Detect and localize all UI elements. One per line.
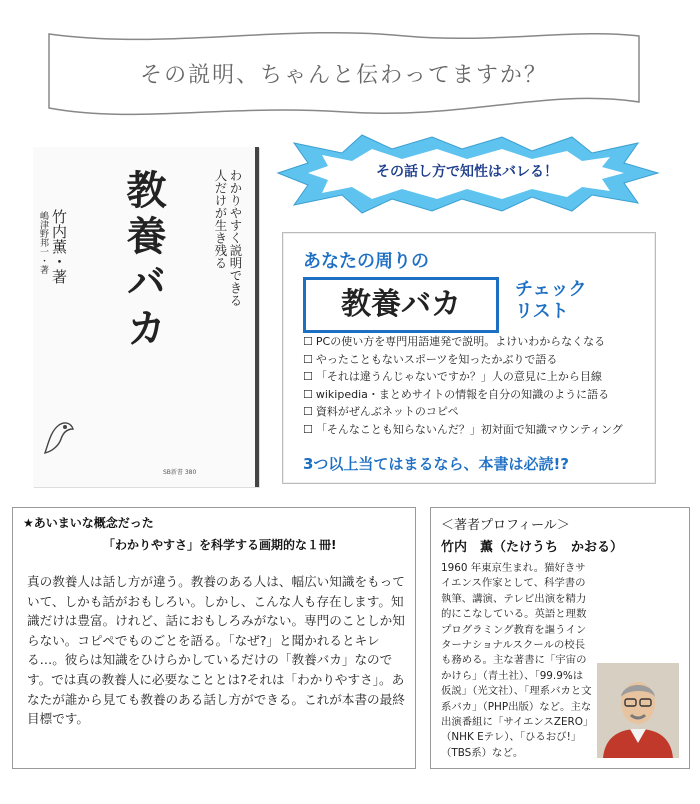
- book-publisher: SB新書 380: [163, 469, 197, 476]
- book-title: 教養バカ: [120, 169, 167, 353]
- callout-text: その話し方で知性はバレる！: [376, 164, 558, 180]
- checkbox-icon: ☐: [303, 405, 313, 419]
- checklist-item: ☐ やったこともないスポーツを知ったかぶりで語る: [303, 351, 623, 369]
- checklist-item: ☐ wikipedia・まとめサイトの情報を自分の知識のように語る: [303, 386, 623, 404]
- checklist-side-label-2: リスト: [515, 301, 569, 322]
- checklist-side-label-1: チェック: [515, 279, 587, 300]
- banner-title: その説明、ちゃんと伝わってますか？: [140, 63, 548, 88]
- checklist-header: あなたの周りの: [303, 251, 429, 272]
- checkbox-icon: ☐: [303, 335, 313, 348]
- author-photo: [597, 663, 679, 758]
- author-profile: [430, 507, 690, 769]
- checkbox-icon: ☐: [303, 370, 313, 384]
- checklist-title: 教養バカ: [303, 277, 499, 333]
- publisher-logo-icon: [41, 417, 77, 457]
- book-subtitle: わかりやすく説明できる人だけが生き残る: [213, 169, 243, 307]
- author-bio: 1960 年東京生まれ。猫好きサイエンス作家として、科学書の執筆、講演、テレビ出演を精力的にこなしている。英語と理数プログラミング教育を謳うインターナショナルスクールの校長も務める。主な著書に「宇宙のかけら」（青土社）、「99.9%は仮説」（光文社）、「理系バカと文系バカ」（PHP出版）など。主な出演番組に「サイエンスZERO」（NHK Eテレ）、「ひるおび!」（TBS系）など。: [441, 562, 592, 759]
- book-co-author: 嶋津野邦一・著: [38, 211, 48, 274]
- book-cover: [33, 147, 259, 487]
- checkbox-icon: ☐: [303, 352, 313, 366]
- description-box: [12, 507, 416, 769]
- checkbox-icon: ☐: [303, 422, 313, 436]
- author-name: 竹内 薫（たけうち かおる）: [441, 540, 624, 555]
- description-subheading: 「わかりやすさ」を科学する画期的な１冊!: [103, 538, 337, 552]
- checklist-item: ☐ PCの使い方を専門用語連発で説明。よけいわからなくなる: [303, 333, 623, 351]
- checkbox-icon: ☐: [303, 387, 313, 401]
- checklist-item: ☐ 「それは違うんじゃないですか？」人の意見に上から目線: [303, 368, 623, 386]
- description-heading: ★あいまいな概念だった: [23, 516, 154, 530]
- book-author: 竹内薫・著: [50, 209, 68, 284]
- checklist-item: ☐ 資料がぜんぶネットのコピペ: [303, 403, 623, 421]
- description-body: 真の教養人は話し方が違う。教養のある人は、幅広い知識をもっていて、しかも話がおもしろい。しかし、こんな人も存在します。知識だけは豊富。けれど、話におもしろみがない。専門のことしか知らない。コピペでものごとを語る。「なぜ?」と聞かれるとキレる…。彼らは知識をひけらかしているだけの「教養バカ」なのです。では真の教養人に必要なこととは?それは「わかりやすさ」。あなたが誰から見ても教養のある話し方ができる。これが本書の最終目標です。: [27, 574, 405, 727]
- checklist-footer: 3つ以上当てはまるなら、本書は必読!?: [303, 455, 569, 473]
- checklist-card: [282, 232, 656, 484]
- checklist-items: [303, 333, 623, 439]
- checklist-side-label: [515, 279, 586, 323]
- checklist-item: ☐ 「そんなことも知らないんだ？」初対面で知識マウンティング: [303, 421, 623, 439]
- author-heading: ＜著者プロフィール＞: [441, 518, 570, 533]
